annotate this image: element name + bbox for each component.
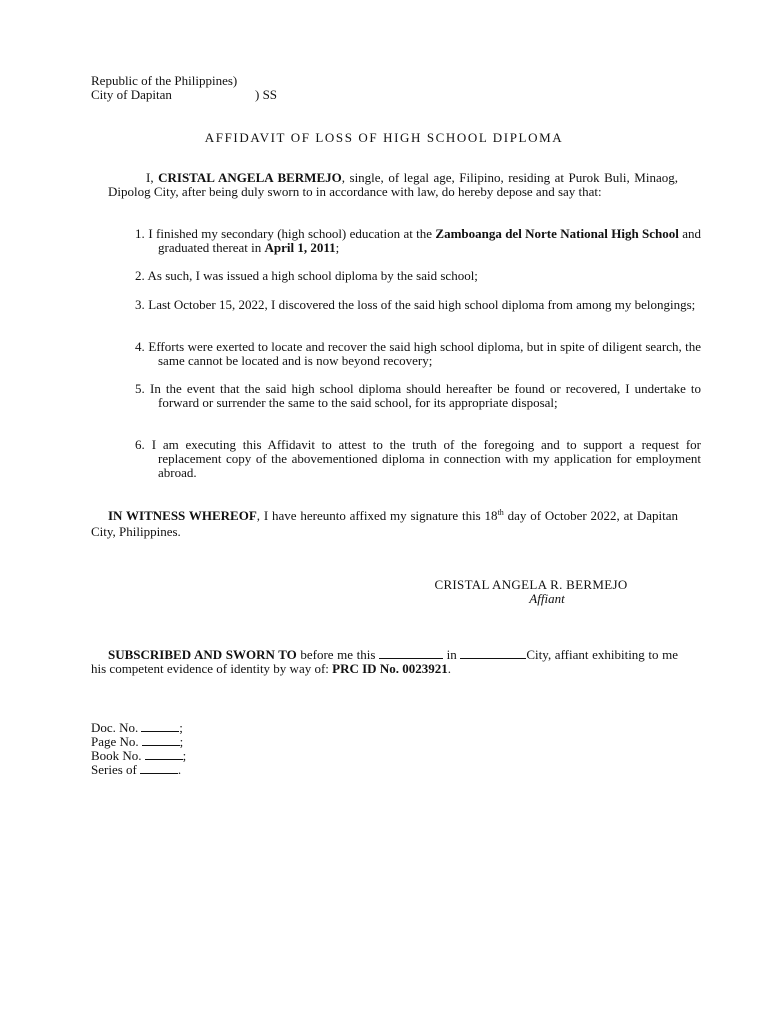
list-item: 1. I finished my secondary (high school) education at the Zamboanga del Norte National High School and graduated thereat in April 1, 2011; (135, 226, 701, 255)
venue-ss: ) SS (255, 87, 278, 102)
doc-no-blank (141, 720, 179, 732)
document-title: AFFIDAVIT OF LOSS OF HIGH SCHOOL DIPLOMA (204, 130, 564, 145)
jurat-paragraph: SUBSCRIBED AND SWORN TO before me this in City, affiant exhibiting to me his competent evidence of identity by way of: PRC ID No. 0023921. (91, 647, 679, 676)
book-no-row: Book No. ; (91, 748, 187, 763)
list-item: 6. I am executing this Affidavit to attest to the truth of the foregoing and to support a request for replacement copy of the abovementioned diploma in connection with my application for employment abroad. (135, 437, 702, 480)
notarial-register (91, 720, 186, 776)
prc-id: PRC ID No. 0023921 (332, 661, 448, 676)
book-no-blank (145, 748, 183, 760)
venue-republic: Republic of the Philippines) (91, 73, 238, 88)
page-no-row: Page No. ; (91, 734, 184, 749)
doc-no-row: Doc. No. ; (91, 720, 183, 735)
series-blank (140, 762, 178, 774)
witness-paragraph: IN WITNESS WHEREOF, I have hereunto affixed my signature this 18th day of October 2022, at Dapitan City, Philippines. (91, 508, 678, 539)
list-item: 5. In the event that the said high school diploma should hereafter be found or recovered, I undertake to forward or surrender the same to the said school, for its appropriate disposal; (135, 381, 702, 410)
intro-paragraph: I, CRISTAL ANGELA BERMEJO, single, of legal age, Filipino, residing at Purok Buli, Minaog, Dipolog City, after being duly sworn to in accordance with law, do hereby depose and say that: (108, 170, 678, 199)
witness-lead: IN WITNESS WHEREOF (108, 508, 257, 523)
city-blank (460, 647, 526, 659)
graduation-date: April 1, 2011 (264, 240, 336, 255)
list-item: 4. Efforts were exerted to locate and recover the said high school diploma, but in spite of diligent search, the same cannot be located and is now beyond recovery; (135, 339, 702, 368)
page-no-blank (142, 734, 180, 746)
affiant-role: Affiant (529, 591, 565, 606)
venue-city: City of Dapitan (91, 87, 172, 102)
school-name: Zamboanga del Norte National High School (435, 226, 679, 241)
list-item: 2. As such, I was issued a high school diploma by the said school; (135, 268, 478, 283)
series-row: Series of . (91, 762, 182, 777)
date-blank (379, 647, 443, 659)
list-item: 3. Last October 15, 2022, I discovered the loss of the said high school diploma from among my belongings; (135, 297, 696, 312)
affiant-name-inline: CRISTAL ANGELA BERMEJO (158, 170, 342, 185)
affiant-signature-name: CRISTAL ANGELA R. BERMEJO (434, 577, 628, 592)
venue-block (91, 73, 278, 102)
jurat-lead: SUBSCRIBED AND SWORN TO (108, 647, 297, 662)
